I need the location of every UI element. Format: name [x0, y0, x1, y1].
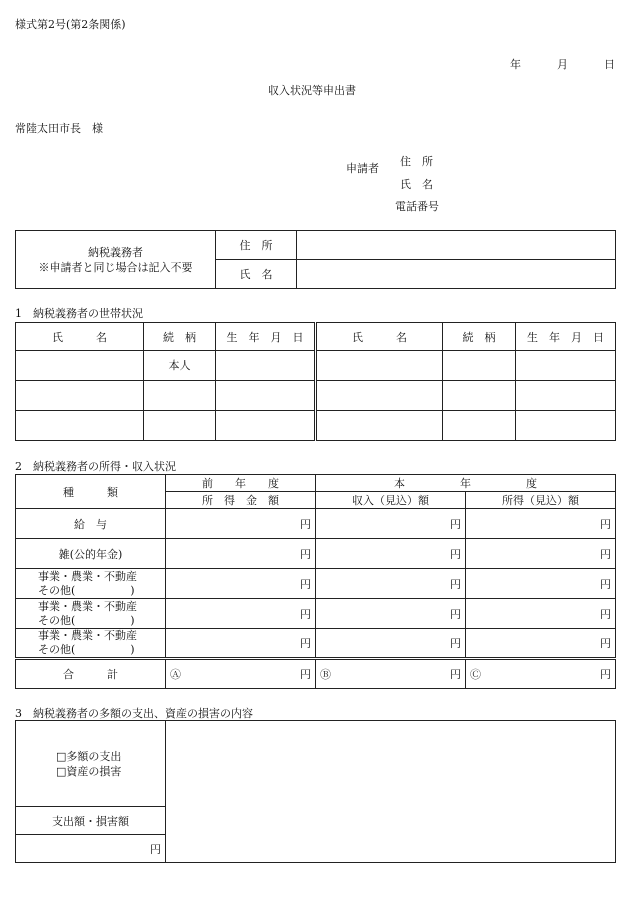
income-row-label — [16, 569, 166, 599]
income-amount-cell[interactable]: 円 — [166, 629, 316, 659]
addressee: 常陸太田市長 様 — [15, 122, 103, 135]
page-title: 収入状況等申出書 — [268, 84, 356, 97]
household-cell[interactable] — [216, 411, 316, 441]
income-row-label-line1: 事業・農業・不動産 — [38, 569, 137, 583]
income-row-label-line2: その他( ) — [38, 643, 135, 656]
table-row — [16, 629, 616, 659]
yen-unit: 円 — [300, 668, 311, 681]
date-month: 月 — [557, 58, 568, 71]
date-year: 年 — [510, 58, 521, 71]
household-cell[interactable] — [443, 411, 516, 441]
income-amount-cell[interactable]: 円 — [316, 599, 466, 629]
taxpayer-label: 納税義務者 — [88, 245, 143, 259]
income-total-label: 合 計 — [16, 659, 166, 689]
applicant-name-label: 氏 名 — [400, 178, 433, 191]
applicant-address-label: 住 所 — [400, 155, 433, 168]
table-row — [16, 411, 616, 441]
income-total-c[interactable] — [466, 659, 616, 689]
household-header-name: 氏 名 — [316, 323, 443, 351]
mark-a: Ⓐ — [170, 668, 181, 681]
income-amount-cell[interactable]: 円 — [166, 539, 316, 569]
household-cell[interactable] — [16, 351, 144, 381]
income-amount-cell[interactable]: 円 — [466, 599, 616, 629]
income-amount-cell[interactable]: 円 — [316, 569, 466, 599]
income-total-a[interactable] — [166, 659, 316, 689]
applicant-label: 申請者 — [346, 162, 379, 175]
income-row-label: 雑(公的年金) — [16, 539, 166, 569]
table-row — [16, 569, 616, 599]
checkbox-asset-damage[interactable]: □資産の損害 — [56, 764, 122, 778]
household-cell[interactable] — [316, 411, 443, 441]
income-table — [15, 474, 616, 689]
taxpayer-name-field[interactable] — [297, 260, 616, 289]
income-prev-year-header: 前 年 度 — [166, 475, 316, 492]
expense-details-field[interactable] — [166, 721, 616, 863]
mark-b: Ⓑ — [320, 668, 331, 681]
household-header-name: 氏 名 — [16, 323, 144, 351]
household-header-birthdate: 生 年 月 日 — [216, 323, 316, 351]
household-header-birthdate: 生 年 月 日 — [516, 323, 616, 351]
household-table — [15, 322, 616, 441]
taxpayer-note: ※申請者と同じ場合は記入不要 — [38, 260, 193, 274]
section1-title: 1 納税義務者の世帯状況 — [15, 307, 143, 320]
income-amount-cell[interactable]: 円 — [466, 569, 616, 599]
expense-table — [15, 720, 616, 863]
income-amount-cell[interactable]: 円 — [166, 509, 316, 539]
checkbox-large-expense[interactable]: □多額の支出 — [56, 749, 122, 763]
household-cell[interactable] — [443, 381, 516, 411]
form-number: 様式第2号(第2条関係) — [15, 18, 126, 31]
income-row-label-line2: その他( ) — [38, 613, 135, 627]
household-cell[interactable] — [316, 351, 443, 381]
household-cell[interactable] — [144, 381, 216, 411]
date-day: 日 — [604, 58, 615, 71]
income-total-b[interactable] — [316, 659, 466, 689]
income-amount-cell[interactable]: 円 — [466, 539, 616, 569]
household-cell[interactable] — [16, 411, 144, 441]
table-row — [16, 351, 616, 381]
income-row-label: 給 与 — [16, 509, 166, 539]
taxpayer-label-cell — [16, 231, 216, 289]
income-amount-cell[interactable]: 円 — [466, 509, 616, 539]
applicant-phone-label: 電話番号 — [395, 200, 439, 213]
household-cell[interactable] — [144, 411, 216, 441]
income-row-label — [16, 599, 166, 629]
income-amount-cell[interactable]: 円 — [316, 539, 466, 569]
expense-checkbox-cell[interactable] — [16, 721, 166, 807]
income-row-label — [16, 629, 166, 659]
income-amount-cell[interactable]: 円 — [166, 569, 316, 599]
income-this-year-header: 本 年 度 — [316, 475, 616, 492]
total-row — [16, 659, 616, 689]
household-cell[interactable] — [216, 351, 316, 381]
income-amount-cell[interactable]: 円 — [316, 509, 466, 539]
table-row — [16, 539, 616, 569]
yen-unit: 円 — [450, 668, 461, 681]
income-row-label-line1: 事業・農業・不動産 — [38, 599, 137, 613]
household-cell[interactable] — [16, 381, 144, 411]
income-row-label-line2: その他( ) — [38, 583, 135, 597]
income-col3-header: 所得（見込）額 — [466, 492, 616, 509]
income-amount-cell[interactable]: 円 — [316, 629, 466, 659]
section2-title: 2 納税義務者の所得・収入状況 — [15, 460, 176, 473]
taxpayer-table — [15, 230, 616, 289]
household-header-relation: 続 柄 — [144, 323, 216, 351]
household-cell[interactable] — [516, 381, 616, 411]
income-col2-header: 収入（見込）額 — [316, 492, 466, 509]
yen-unit: 円 — [600, 668, 611, 681]
taxpayer-address-field[interactable] — [297, 231, 616, 260]
taxpayer-address-label: 住 所 — [216, 231, 297, 260]
income-type-header: 種 類 — [16, 475, 166, 509]
income-row-label-line1: 事業・農業・不動産 — [38, 629, 137, 642]
taxpayer-name-label: 氏 名 — [216, 260, 297, 289]
table-row — [16, 381, 616, 411]
household-cell[interactable] — [516, 351, 616, 381]
household-cell[interactable] — [516, 411, 616, 441]
income-amount-cell[interactable]: 円 — [466, 629, 616, 659]
expense-amount-label: 支出額・損害額 — [16, 807, 166, 835]
table-row — [16, 599, 616, 629]
expense-amount-field[interactable]: 円 — [16, 835, 166, 863]
income-amount-cell[interactable]: 円 — [166, 599, 316, 629]
household-cell[interactable] — [443, 351, 516, 381]
household-relation-self: 本人 — [144, 351, 216, 381]
mark-c: Ⓒ — [470, 668, 481, 681]
household-cell[interactable] — [216, 381, 316, 411]
income-col1-header: 所 得 金 額 — [166, 492, 316, 509]
household-header-relation: 続 柄 — [443, 323, 516, 351]
section3-title: 3 納税義務者の多額の支出、資産の損害の内容 — [15, 707, 253, 720]
table-row — [16, 509, 616, 539]
household-cell[interactable] — [316, 381, 443, 411]
